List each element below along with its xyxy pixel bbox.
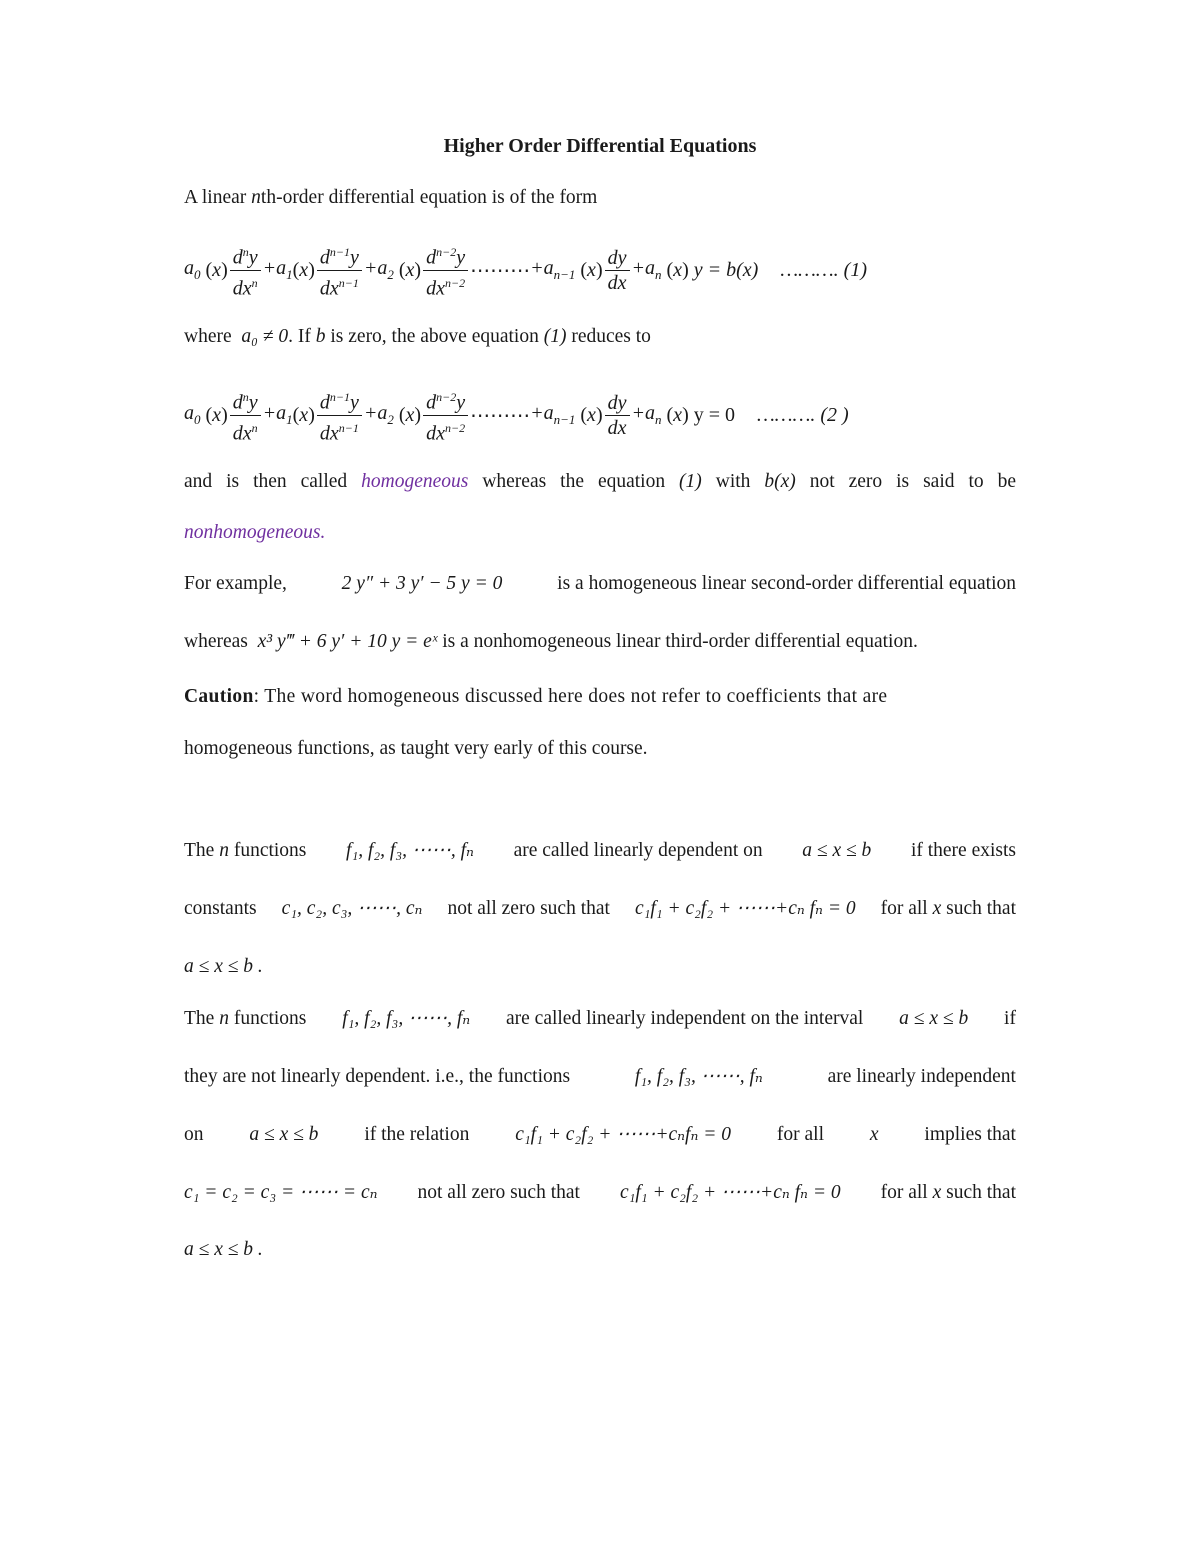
where-line: [184, 324, 1016, 350]
caution-line-1: [184, 684, 1016, 710]
word: then: [253, 471, 287, 492]
independent-text: if the relation: [364, 1124, 470, 1145]
interval: a ≤ x ≤ b .: [184, 956, 263, 977]
example-text: is a homogeneous linear second-order differential equation: [557, 573, 1016, 594]
linear-combination: c₁f₁ + c₂f₂ + ⋯⋯+cₙfₙ = 0: [515, 1124, 732, 1145]
function-list: f₁, f₂, f₃, ⋯⋯, fₙ: [342, 1008, 471, 1029]
independent-text: they are not linearly dependent. i.e., the functions: [184, 1066, 571, 1087]
caution-label: Caution: [184, 686, 254, 707]
example-text: is a nonhomogeneous linear third-order differential equation.: [442, 631, 918, 652]
word: called: [300, 471, 348, 492]
word: not: [809, 471, 835, 492]
interval: a ≤ x ≤ b .: [184, 1239, 263, 1260]
equation-1-rhs: y = b(x): [693, 258, 759, 281]
word: functions: [233, 1008, 307, 1029]
word: implies that: [924, 1124, 1016, 1145]
function-list: f₁, f₂, f₃, ⋯⋯, fₙ: [634, 1066, 763, 1087]
word: with: [715, 471, 751, 492]
n-var: n: [219, 840, 229, 861]
x-var: x: [932, 1182, 942, 1203]
linear-combination: c₁f₁ + c₂f₂ + ⋯⋯+cₙ fₙ = 0: [619, 1182, 841, 1203]
n-var: n: [219, 1008, 229, 1029]
word: on: [184, 1124, 204, 1145]
example-label: For example,: [184, 573, 287, 594]
word: be: [997, 471, 1016, 492]
intro-line: [184, 185, 1016, 211]
x-var: x: [932, 898, 942, 919]
word: whereas: [482, 471, 547, 492]
word: is: [226, 471, 240, 492]
word: said: [923, 471, 955, 492]
dependent-line-3: [184, 954, 1016, 980]
equation-ref: (1): [543, 326, 567, 347]
equation-2-tag: ………. (2 ): [757, 403, 849, 426]
example-homogeneous-equation: 2 y″ + 3 y′ − 5 y = 0: [341, 573, 503, 594]
word: for all: [776, 1124, 824, 1145]
word: if: [1004, 1008, 1016, 1029]
independent-text: not all zero such that: [417, 1182, 580, 1203]
caution-text: homogeneous functions, as taught very early of this course.: [184, 738, 648, 759]
word: such that: [946, 1182, 1016, 1203]
word: for all: [880, 898, 928, 919]
independent-line-1: [184, 1006, 1016, 1032]
where-text-3: reduces to: [566, 326, 651, 347]
where-text-2: is zero, the above equation: [325, 326, 544, 347]
constant-chain: c₁ = c₂ = c₃ = ⋯⋯ = cₙ: [184, 1182, 378, 1203]
independent-line-4: [184, 1180, 1016, 1206]
where-text: . If: [288, 326, 316, 347]
intro-text-post: th-order differential equation is of the form: [260, 187, 598, 208]
constant-list: c₁, c₂, c₃, ⋯⋯, cₙ: [281, 898, 423, 919]
intro-text: A linear: [184, 187, 252, 208]
nonhomogeneous-line: [184, 520, 1016, 546]
dependent-line-1: [184, 838, 1016, 864]
dependent-text: if there exists: [910, 840, 1016, 861]
independent-text: are called linearly independent on the interval: [505, 1008, 864, 1029]
word: to: [968, 471, 984, 492]
example-nonhomogeneous-equation: x³ y‴ + 6 y′ + 10 y = eˣ: [257, 631, 438, 652]
word: The: [184, 1008, 215, 1029]
x-var: x: [869, 1124, 879, 1145]
word: such that: [946, 898, 1016, 919]
independent-line-2: [184, 1064, 1016, 1090]
word: for all: [880, 1182, 928, 1203]
word: constants: [184, 898, 257, 919]
equation-2: $a_0$ ( x ) $\frac{d^ny}{dx^n}$ $+a_1$ ( x ) $\frac{d^{n-1}y}{dx^{n-1}}$ $+a_2$ ( x ) $\frac{d^{n-2}y}{dx^{n-2}}$ ⋯⋯⋯ $+a_{n-1}$ ( x ) $\frac{dy}{dx}$ $+a_n$ ( x ) y = 0 ………. (2 ): [184, 383, 1016, 447]
independent-line-3: [184, 1122, 1016, 1148]
interval: a ≤ x ≤ b: [899, 1008, 969, 1029]
interval: a ≤ x ≤ b: [802, 840, 872, 861]
independent-line-5: [184, 1237, 1016, 1263]
interval: a ≤ x ≤ b: [249, 1124, 319, 1145]
word: and: [184, 471, 213, 492]
where-word: where: [184, 326, 232, 347]
dependent-text: are called linearly dependent on: [513, 840, 763, 861]
independent-text: are linearly independent: [827, 1066, 1016, 1087]
function-list: f₁, f₂, f₃, ⋯⋯, fₙ: [346, 840, 474, 861]
nonzero-condition: a₀ ≠ 0: [241, 326, 289, 347]
word: The: [184, 840, 215, 861]
example-line-1: [184, 571, 1016, 597]
homogeneous-line: [184, 469, 1016, 495]
equation-ref: (1): [679, 471, 702, 492]
homogeneous-term: homogeneous: [361, 471, 469, 492]
page-title: Higher Order Differential Equations: [443, 135, 757, 157]
word: zero: [848, 471, 883, 492]
word: functions: [233, 840, 307, 861]
example-line-2: [184, 629, 1016, 655]
caution-text: : The word homogeneous discussed here does not refer to coefficients that are: [253, 686, 888, 707]
word: the: [560, 471, 584, 492]
example-text: whereas: [184, 631, 248, 652]
nonhomogeneous-term: nonhomogeneous.: [184, 522, 326, 543]
intro-var: n: [251, 187, 261, 208]
equation-2-rhs: y = 0: [693, 403, 736, 426]
equation-1: $a_0$ ( x ) $\frac{d^ny}{dx^n}$ $+a_1$ ( x ) $\frac{d^{n-1}y}{dx^{n-1}}$ $+a_2$ ( x ) $\frac{d^{n-2}y}{dx^{n-2}}$ ⋯⋯⋯ $+a_{n-1}$ ( x ) $\frac{dy}{dx}$ $+a_n$ ( x ) y = b(x) ………. (1): [184, 238, 1016, 302]
linear-combination: c₁f₁ + c₂f₂ + ⋯⋯+cₙ fₙ = 0: [634, 898, 856, 919]
dependent-line-2: [184, 896, 1016, 922]
caution-line-2: [184, 736, 1016, 762]
equation-1-tag: ………. (1): [780, 258, 867, 281]
dependent-text: not all zero such that: [447, 898, 610, 919]
bx-term: b(x): [764, 471, 796, 492]
word: equation: [597, 471, 666, 492]
where-b: b: [315, 326, 326, 347]
word: is: [896, 471, 910, 492]
